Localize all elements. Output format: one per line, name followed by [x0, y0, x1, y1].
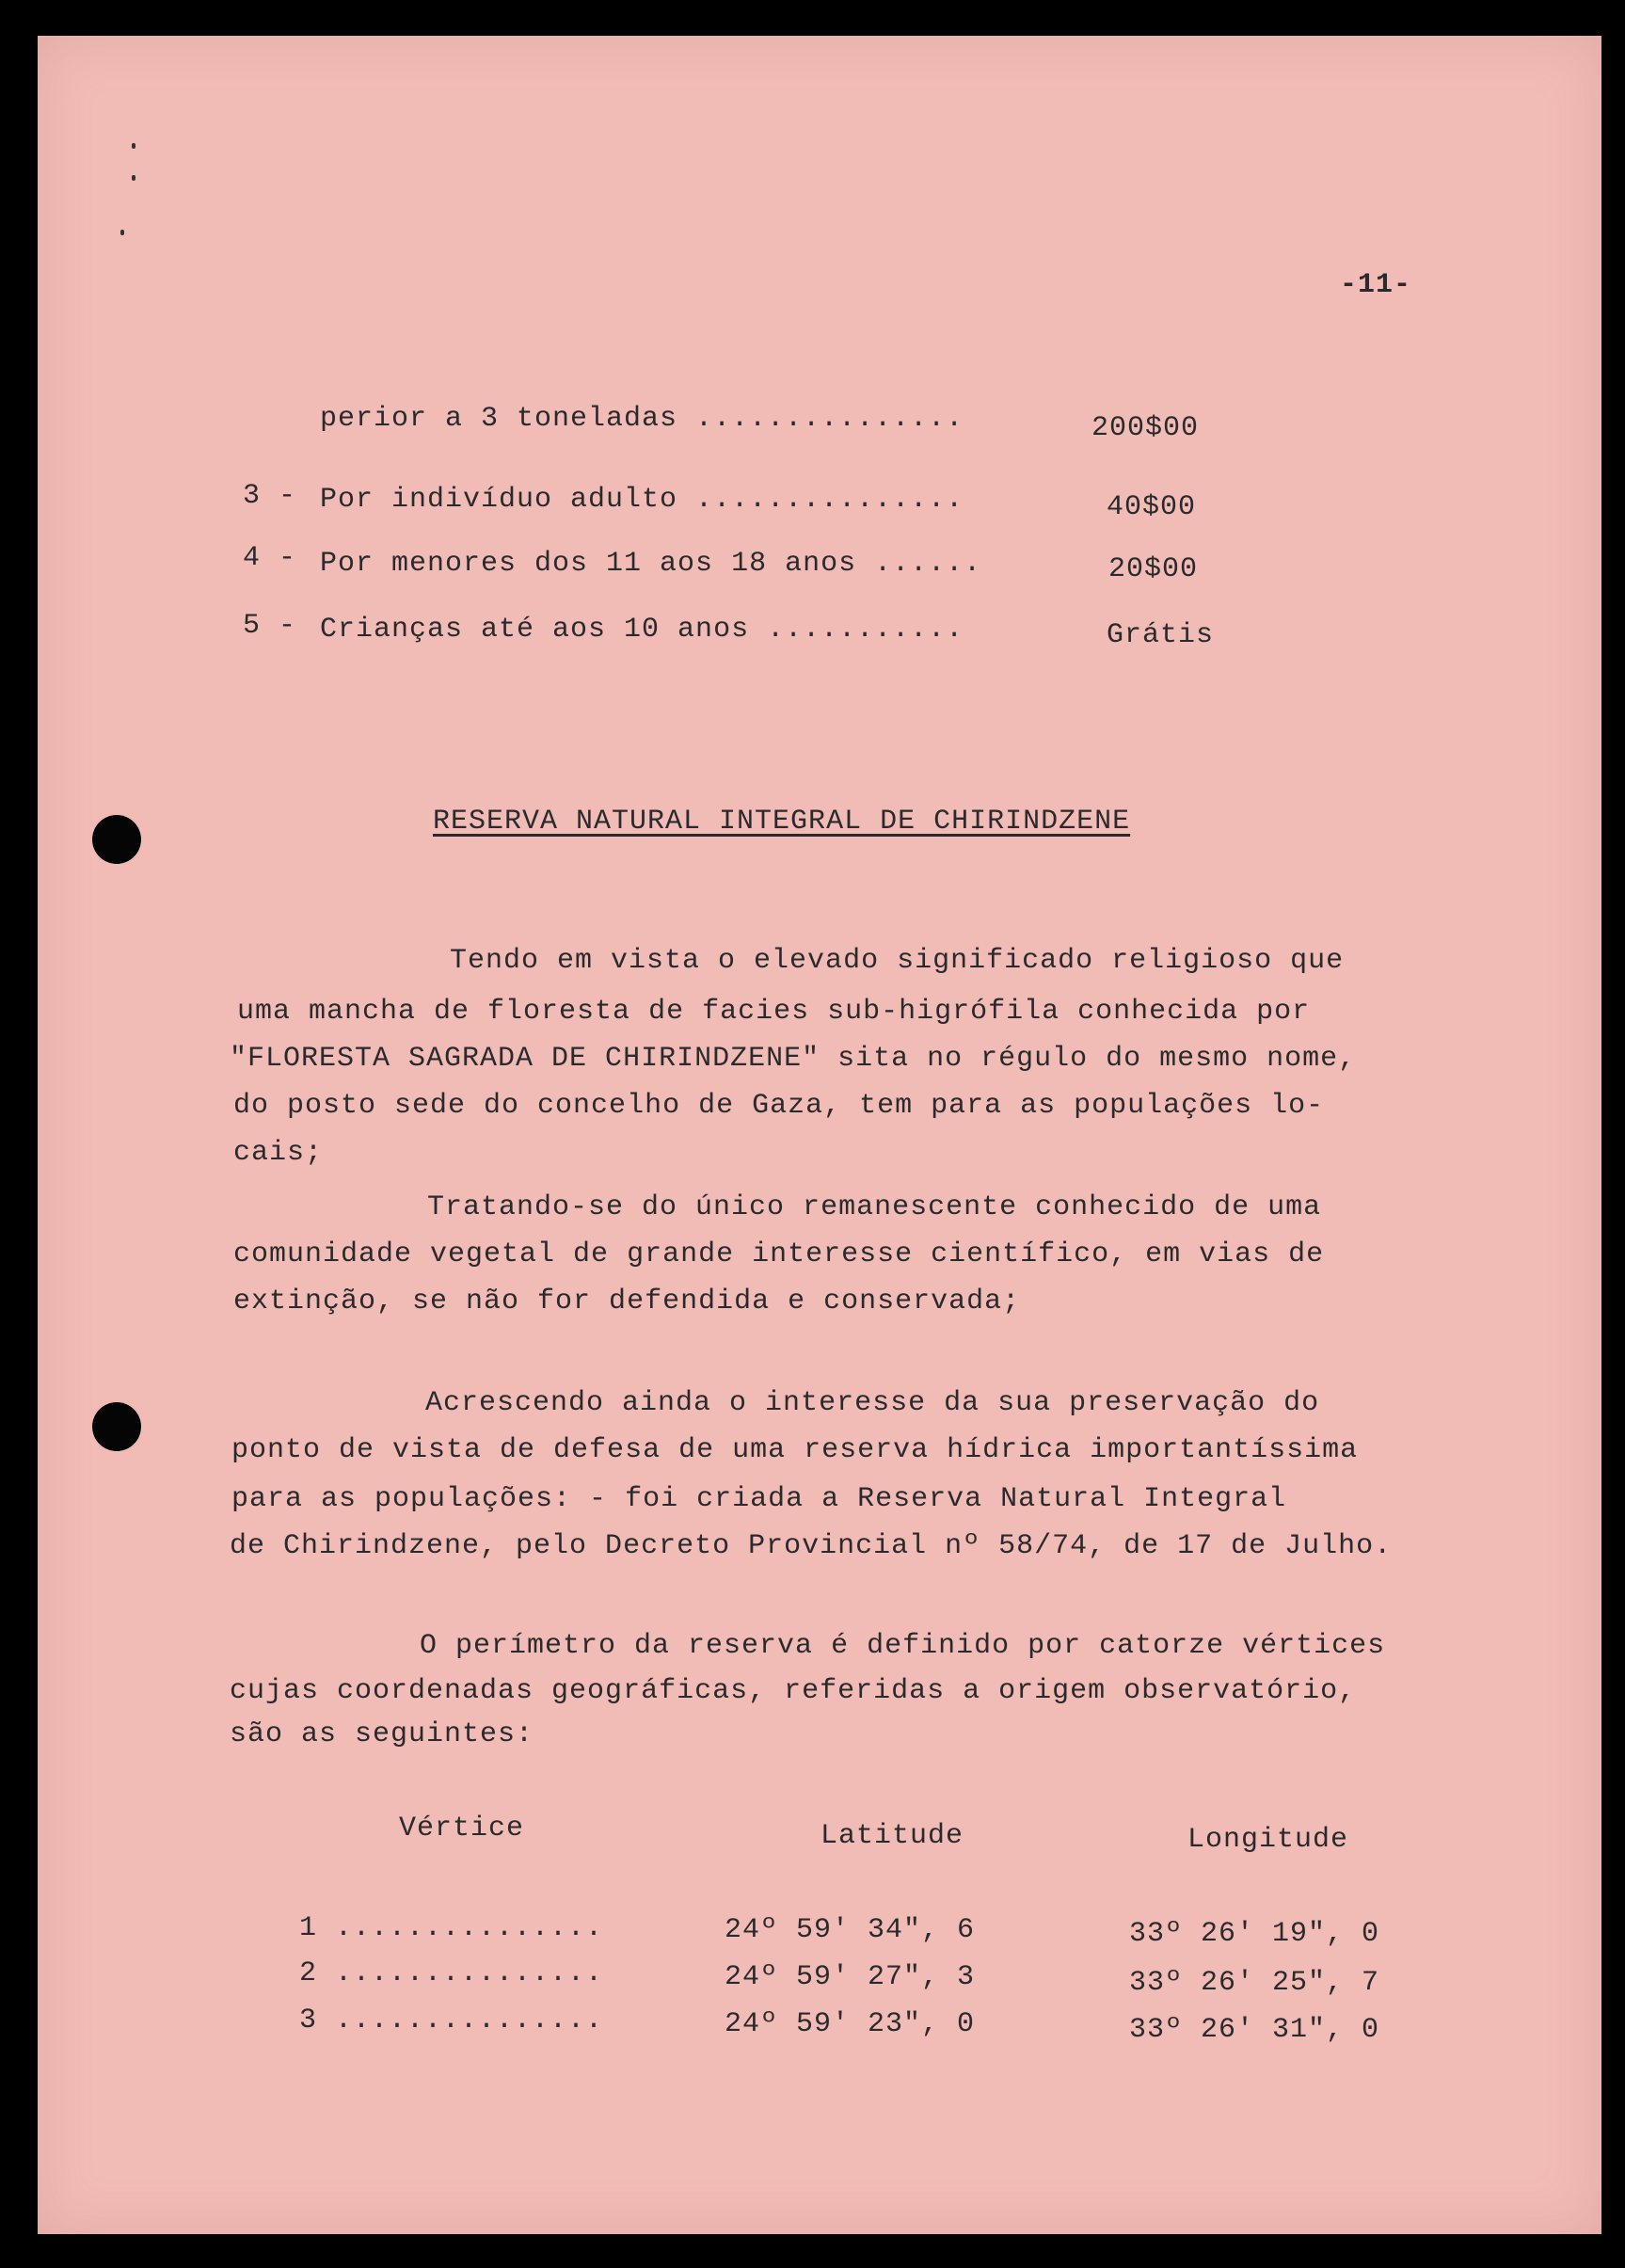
page-number: -11-	[1340, 269, 1412, 301]
fee-row-amount: Grátis	[1107, 619, 1215, 651]
fee-row-number: 5 -	[243, 610, 297, 642]
fee-row-amount: 20$00	[1108, 553, 1199, 585]
paragraph-line: Acrescendo ainda o interesse da sua preservação do	[425, 1387, 1320, 1419]
paragraph-line: extinção, se não for defendida e conservada;	[233, 1286, 1021, 1318]
fee-row-amount: 200$00	[1091, 412, 1200, 444]
table-cell-latitude: 24º 59' 34", 6	[725, 1914, 976, 1946]
table-cell-vertex: 1 ...............	[299, 1912, 604, 1944]
paragraph-line: são as seguintes:	[230, 1718, 534, 1750]
table-header-vertex: Vértice	[399, 1813, 525, 1845]
ink-speck	[120, 230, 124, 235]
table-cell-longitude: 33º 26' 19", 0	[1129, 1918, 1380, 1950]
paragraph-line: ponto de vista de defesa de uma reserva hídrica importantíssima	[231, 1434, 1359, 1466]
table-cell-vertex: 2 ...............	[299, 1957, 604, 1989]
paragraph-line: Tendo em vista o elevado significado religioso que	[450, 945, 1345, 977]
ink-speck	[132, 175, 135, 181]
paragraph-line: cais;	[233, 1137, 324, 1169]
table-cell-latitude: 24º 59' 23", 0	[725, 2008, 976, 2040]
paragraph-line: uma mancha de floresta de facies sub-higrófila conhecida por	[237, 996, 1311, 1028]
paragraph-line: Tratando-se do único remanescente conhecido de uma	[427, 1191, 1322, 1223]
table-cell-longitude: 33º 26' 25", 7	[1129, 1967, 1380, 1999]
paragraph-line: O perímetro da reserva é definido por catorze vértices	[420, 1630, 1386, 1662]
table-header-longitude: Longitude	[1187, 1824, 1349, 1856]
ink-speck	[132, 143, 135, 149]
table-cell-longitude: 33º 26' 31", 0	[1129, 2014, 1380, 2046]
paragraph-line: "FLORESTA SAGRADA DE CHIRINDZENE" sita no régulo do mesmo nome,	[230, 1043, 1357, 1075]
fee-row-text: Por indivíduo adulto ...............	[320, 484, 964, 516]
paragraph-line: cujas coordenadas geográficas, referidas a origem observatório,	[230, 1675, 1357, 1707]
fee-row-text: Por menores dos 11 aos 18 anos ......	[320, 548, 982, 580]
fee-row-number: 4 -	[243, 542, 297, 574]
fee-row-text: Crianças até aos 10 anos ...........	[320, 614, 964, 646]
fee-row-amount: 40$00	[1107, 491, 1197, 523]
document-page	[38, 36, 1601, 2234]
paragraph-line: do posto sede do concelho de Gaza, tem para as populações lo-	[233, 1090, 1325, 1122]
punch-hole-top	[92, 815, 141, 864]
paragraph-line: para as populações: - foi criada a Reserva Natural Integral	[231, 1483, 1287, 1515]
table-cell-vertex: 3 ...............	[299, 2004, 604, 2036]
punch-hole-bottom	[92, 1402, 141, 1451]
fee-row-text: perior a 3 toneladas ...............	[320, 403, 964, 435]
table-header-latitude: Latitude	[820, 1820, 964, 1852]
table-cell-latitude: 24º 59' 27", 3	[725, 1961, 976, 1993]
fee-row-number: 3 -	[243, 480, 297, 512]
paragraph-line: de Chirindzene, pelo Decreto Provincial nº 58/74, de 17 de Julho.	[230, 1530, 1393, 1562]
section-title: RESERVA NATURAL INTEGRAL DE CHIRINDZENE	[433, 806, 1131, 838]
paragraph-line: comunidade vegetal de grande interesse científico, em vias de	[233, 1238, 1325, 1270]
